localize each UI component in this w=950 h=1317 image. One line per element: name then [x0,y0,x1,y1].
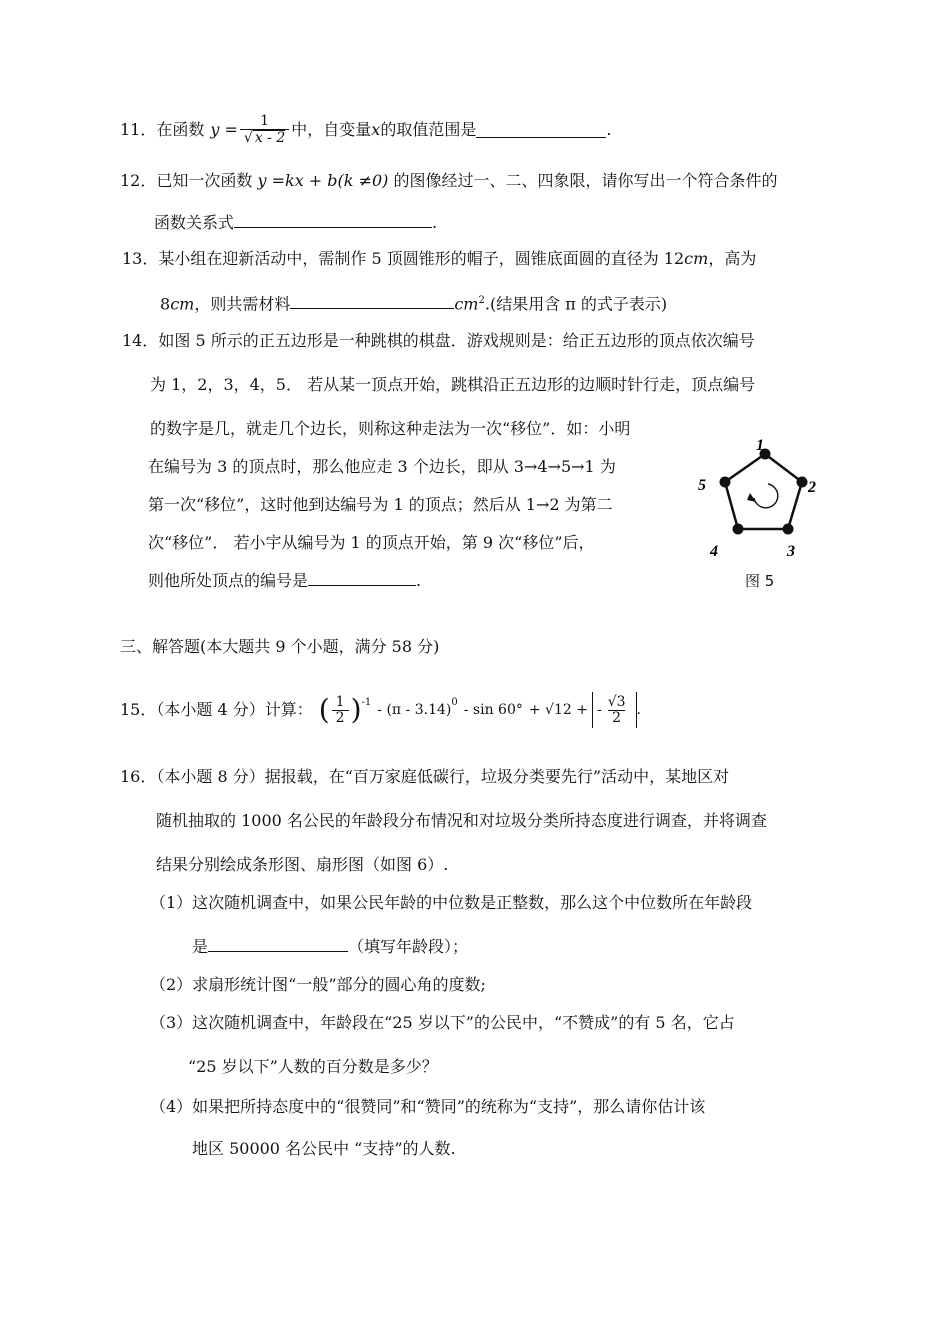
question-14-line4: 在编号为 3 的顶点时，那么他应走 3 个边长，即从 3→4→5→1 为 [148,457,616,476]
q13-line2-mid: ，则共需材料 [194,294,291,314]
label-5: 5 [698,477,706,494]
q11-denominator: √ x - 2 [240,129,289,146]
q13-unit2: cm [170,294,195,314]
q16-part4-line1: （4）如果把所持态度中的“很赞同”和“赞同”的统称为“支持”，那么请你估计该 [150,1097,706,1116]
q11-numerator: 1 [260,113,270,129]
label-1: 1 [756,437,764,454]
label-4: 4 [710,543,718,560]
vertex-4 [733,524,744,535]
vertex-3 [783,524,794,535]
q12-prefix: 12．已知一次函数 [120,171,253,190]
clockwise-arrow-icon [754,484,778,508]
sin-term: - sin 60° [463,702,523,718]
q12-formula: y =kx + b(k ≠0) [257,171,389,190]
abs-value [592,692,637,728]
q13-unit1: cm [684,249,709,268]
q12-line2: 函数关系式 [154,213,235,232]
label-3: 3 [787,543,795,560]
q16-part1-line2 [192,936,468,958]
half-num: 1 [335,693,345,710]
sqrt3: √3 [607,693,626,710]
abs-minus: - [596,702,602,718]
q13-line1-end: ，高为 [708,249,757,268]
q13-answer-blank[interactable] [290,294,454,309]
q14-line7: 则他所处顶点的编号是 [148,571,309,590]
question-14-line7 [148,570,421,592]
question-13-line2 [160,290,667,315]
q14-answer-blank[interactable] [308,571,416,586]
q11-y: y = [210,120,238,139]
q15-expression [319,692,641,728]
q11-end: . [606,120,612,139]
q16-p1b-post: （填写年龄段）； [348,937,469,956]
question-13-line1 [122,248,756,270]
q15-end: . [636,702,641,718]
section-3-heading: 三、解答题(本大题共 9 个小题，满分 58 分) [120,637,440,656]
vertex-2 [797,477,808,488]
question-14-line6: 次“移位”． 若小宇从编号为 1 的顶点开始，第 9 次“移位”后， [148,533,595,552]
q16-p1b-pre: 是 [192,937,209,956]
q16-answer-blank[interactable] [208,937,348,952]
q11-var: x [371,120,381,139]
right-paren: ) [350,693,362,726]
q11-radicand: x - 2 [254,130,286,146]
question-16-line2: 随机抽取的 1000 名公民的年龄段分布情况和对垃圾分类所持态度进行调查，并将调查 [156,811,767,830]
q13-line2-end: .(结果用含 π 的式子表示) [484,294,668,314]
q13-sup: 2 [478,295,485,306]
q11-middle: 中，自变量 [291,120,372,139]
two: 2 [608,710,625,726]
question-14-line3: 的数字是几，就走几个边长，则称这种走法为一次“移位”．如：小明 [150,419,631,438]
half-den: 2 [332,710,349,726]
q14-end: . [416,571,422,590]
question-11 [120,114,611,146]
figure-5-caption: 图 5 [745,572,775,590]
q15-prefix: 15．（本小题 4 分）计算： [120,700,313,719]
q13-line2-pre: 8 [160,294,171,314]
arrow-head-icon [747,493,756,502]
question-16-line3: 结果分别绘成条形图、扇形图（如图 6）. [156,855,449,874]
exp-zero: 0 [451,697,458,708]
question-12-line1 [120,170,778,192]
sqrt3-over-2 [604,695,630,726]
q13-unit3: cm [454,294,479,314]
q12-end: . [432,213,438,232]
q16-part3-line2: “25 岁以下”人数的百分数是多少？ [188,1057,438,1076]
question-12-line2 [154,212,437,234]
exp-minus-one: -1 [361,697,372,708]
q11-middle2: 的取值范围是 [380,120,477,139]
q12-text: 的图像经过一、二、四象限，请你写出一个符合条件的 [393,171,778,190]
left-paren: ( [318,693,330,726]
q13-line1: 13．某小组在迎新活动中，需制作 5 顶圆锥形的帽子，圆锥底面圆的直径为 12 [122,249,685,268]
question-15 [120,690,641,730]
pentagon-outline [725,454,802,529]
q16-part2: （2）求扇形统计图“一般”部分的圆心角的度数; [150,975,486,994]
q16-part3-line1: （3）这次随机调查中，年龄段在“25 岁以下”的公民中，“不赞成”的有 5 名，它占 [150,1013,735,1032]
question-14-line2: 为 1，2，3，4，5． 若从某一顶点开始，跳棋沿正五边形的边顺时针行走，顶点编号 [150,375,756,394]
sqrt12-term: + √12 + [528,702,588,718]
q11-prefix: 11．在函数 [120,120,205,139]
q12-answer-blank[interactable] [234,213,432,228]
q16-part1-line1: （1）这次随机调查中，如果公民年龄的中位数是正整数，那么这个中位数所在年龄段 [150,893,753,912]
question-16-line1: 16．（本小题 8 分）据报载，在“百万家庭低碳行，垃圾分类要先行”活动中，某地区对 [120,767,730,786]
pentagon-figure [690,432,840,592]
vertex-5 [720,477,731,488]
q16-part4-line2: 地区 50000 名公民中 “支持”的人数. [192,1139,456,1158]
label-2: 2 [808,479,816,496]
q15-half [332,695,349,726]
question-14-line5: 第一次“移位”，这时他到达编号为 1 的顶点；然后从 1→2 为第二 [148,495,613,514]
q11-answer-blank[interactable] [476,123,606,138]
q11-fraction [240,114,289,146]
pi-term: - (π - 3.14) [377,702,452,718]
question-14-line1: 14．如图 5 所示的正五边形是一种跳棋的棋盘．游戏规则是：给正五边形的顶点依次编号 [122,331,755,350]
